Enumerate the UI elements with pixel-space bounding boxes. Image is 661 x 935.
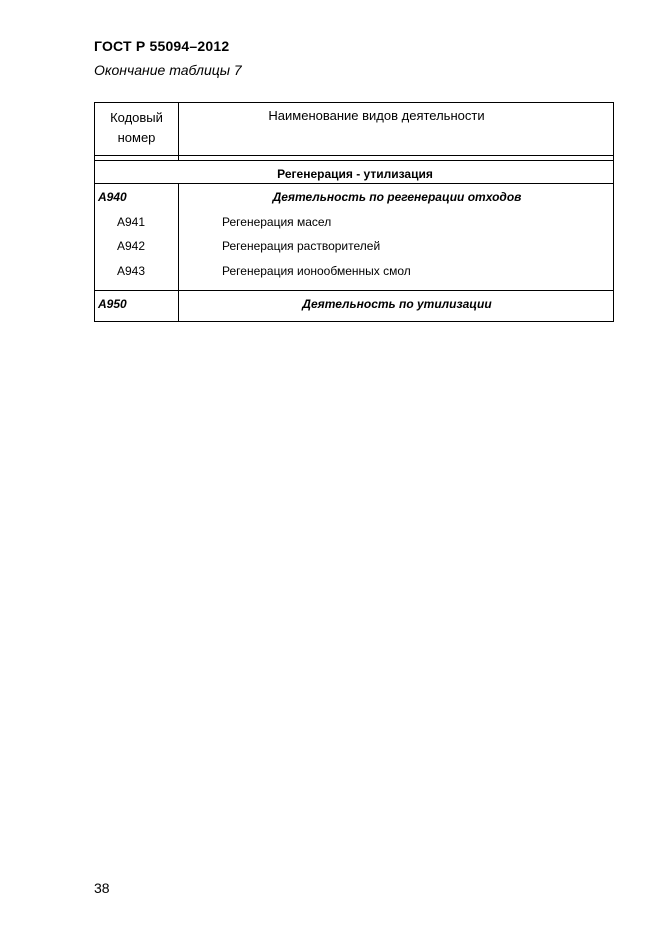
row-divider-a950 (95, 290, 613, 291)
header-code-column (95, 108, 178, 148)
section-title: Регенерация - утилизация (277, 167, 433, 181)
header-code-line1: Кодовый (110, 110, 163, 125)
row-name-a943: Регенерация ионообменных смол (222, 264, 411, 278)
row-name-a942: Регенерация растворителей (222, 239, 381, 253)
header-bottom-line (95, 155, 613, 156)
page-number: 38 (94, 880, 110, 896)
row-code-a943: A943 (117, 264, 146, 278)
row-name-a950: Деятельность по утилизации (302, 297, 492, 311)
row-code-a941: A941 (117, 215, 146, 229)
header-name-column: Наименование видов деятельности (268, 108, 485, 123)
header-double-line (95, 160, 613, 161)
row-name-a941: Регенерация масел (222, 215, 332, 229)
document-title: ГОСТ Р 55094–2012 (94, 38, 230, 54)
row-code-a940: A940 (98, 190, 127, 204)
row-name-a940: Деятельность по регенерации отходов (272, 190, 522, 204)
row-code-a950: A950 (98, 297, 127, 311)
table-caption: Окончание таблицы 7 (94, 62, 242, 78)
row-code-a942: A942 (117, 239, 146, 253)
header-code-line2: номер (117, 130, 156, 145)
section-bottom-line (95, 183, 613, 184)
activities-table (94, 102, 614, 322)
